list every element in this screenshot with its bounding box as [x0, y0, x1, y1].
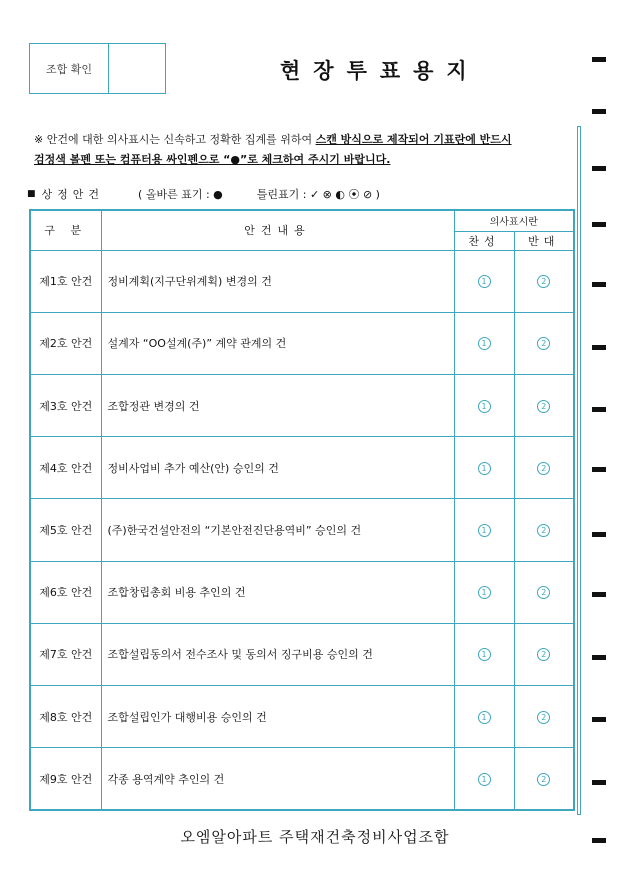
agenda-number: 제4호 안건 — [30, 437, 101, 499]
vote-no-circle-icon[interactable]: 2 — [537, 773, 550, 786]
table-row — [30, 623, 574, 685]
table-row — [30, 312, 574, 374]
timing-mark — [592, 467, 606, 472]
section-title: 상정안건 — [41, 188, 105, 201]
agenda-content: 각종 용역계약 추인의 건 — [101, 748, 454, 810]
table-row — [30, 375, 574, 437]
vote-no-circle-icon[interactable]: 2 — [537, 648, 550, 661]
vote-no-circle-icon[interactable]: 2 — [537, 337, 550, 350]
vote-yes-cell[interactable] — [454, 499, 514, 561]
marking-legend — [27, 186, 380, 202]
ballot-table — [29, 209, 575, 811]
timing-mark — [592, 655, 606, 660]
vote-yes-cell[interactable] — [454, 437, 514, 499]
vote-yes-circle-icon[interactable]: 1 — [478, 400, 491, 413]
timing-mark — [592, 345, 606, 350]
agenda-number: 제2호 안건 — [30, 312, 101, 374]
wrong-mark-label: 틀린표기 : ✓ ⊗ ◐ ⦿ ⊘ ) — [256, 188, 380, 201]
vote-yes-cell[interactable] — [454, 686, 514, 748]
vote-no-cell[interactable] — [514, 561, 574, 623]
union-confirm-label: 조합 확인 — [30, 44, 109, 93]
agenda-number: 제1호 안건 — [30, 250, 101, 312]
table-row — [30, 499, 574, 561]
union-confirm-box — [29, 43, 166, 94]
timing-mark — [592, 282, 606, 287]
table-row — [30, 250, 574, 312]
vote-no-circle-icon[interactable]: 2 — [537, 586, 550, 599]
timing-mark — [592, 407, 606, 412]
notice-line2: 검정색 볼펜 또는 컴퓨터용 싸인펜으로 “●”로 체크하여 주시기 바랍니다. — [34, 153, 391, 166]
agenda-number: 제9호 안건 — [30, 748, 101, 810]
agenda-content: 조합설립인가 대행비용 승인의 건 — [101, 686, 454, 748]
header-division: 구 분 — [30, 210, 101, 250]
vote-yes-cell[interactable] — [454, 375, 514, 437]
vote-yes-circle-icon[interactable]: 1 — [478, 337, 491, 350]
agenda-content: (주)한국건설안전의 “기본안전진단용역비” 승인의 건 — [101, 499, 454, 561]
vote-no-circle-icon[interactable]: 2 — [537, 462, 550, 475]
vote-yes-cell[interactable] — [454, 250, 514, 312]
table-row — [30, 748, 574, 810]
header-content: 안건내용 — [101, 210, 454, 250]
timing-mark — [592, 166, 606, 171]
vote-no-circle-icon[interactable]: 2 — [537, 524, 550, 537]
vote-no-cell[interactable] — [514, 686, 574, 748]
vote-no-cell[interactable] — [514, 748, 574, 810]
agenda-number: 제6호 안건 — [30, 561, 101, 623]
table-row — [30, 561, 574, 623]
vote-yes-cell[interactable] — [454, 312, 514, 374]
union-confirm-stamp-area — [109, 44, 165, 93]
timing-mark — [592, 532, 606, 537]
header-yes: 찬성 — [454, 231, 514, 250]
vote-no-cell[interactable] — [514, 375, 574, 437]
table-row — [30, 437, 574, 499]
agenda-content: 정비계획(지구단위계획) 변경의 건 — [101, 250, 454, 312]
vote-yes-circle-icon[interactable]: 1 — [478, 586, 491, 599]
notice-text — [34, 130, 564, 170]
vote-yes-circle-icon[interactable]: 1 — [478, 462, 491, 475]
agenda-content: 정비사업비 추가 예산(안) 승인의 건 — [101, 437, 454, 499]
timing-mark — [592, 780, 606, 785]
agenda-content: 설계자 “OO설계(주)” 계약 관계의 건 — [101, 312, 454, 374]
vote-yes-circle-icon[interactable]: 1 — [478, 524, 491, 537]
vote-yes-cell[interactable] — [454, 561, 514, 623]
agenda-content: 조합설립동의서 전수조사 및 동의서 징구비용 승인의 건 — [101, 623, 454, 685]
timing-mark — [592, 717, 606, 722]
agenda-number: 제5호 안건 — [30, 499, 101, 561]
correct-mark-label: ( 올바른 표기 : ● — [138, 188, 223, 201]
organization-name: 오엠알아파트 주택재건축정비사업조합 — [180, 828, 450, 846]
notice-prefix: ※ 안건에 대한 의사표시는 신속하고 정확한 집계를 위하여 — [34, 133, 316, 146]
vote-no-circle-icon[interactable]: 2 — [537, 400, 550, 413]
vote-no-cell[interactable] — [514, 499, 574, 561]
vote-yes-cell[interactable] — [454, 748, 514, 810]
agenda-number: 제7호 안건 — [30, 623, 101, 685]
vote-yes-circle-icon[interactable]: 1 — [478, 275, 491, 288]
timing-mark — [592, 222, 606, 227]
vote-yes-circle-icon[interactable]: 1 — [478, 648, 491, 661]
notice-emphasis: 스캔 방식으로 제작되어 기표란에 반드시 — [315, 133, 512, 146]
timing-mark — [592, 57, 606, 62]
vote-yes-circle-icon[interactable]: 1 — [478, 711, 491, 724]
square-bullet-icon: ■ — [27, 189, 36, 199]
agenda-content: 조합창립총회 비용 추인의 건 — [101, 561, 454, 623]
header-vote-group: 의사표시란 — [454, 210, 574, 231]
table-row — [30, 686, 574, 748]
agenda-number: 제8호 안건 — [30, 686, 101, 748]
vote-no-cell[interactable] — [514, 312, 574, 374]
vote-no-circle-icon[interactable]: 2 — [537, 275, 550, 288]
timing-mark — [592, 592, 606, 597]
vote-yes-cell[interactable] — [454, 623, 514, 685]
agenda-content: 조합정관 변경의 건 — [101, 375, 454, 437]
vote-yes-circle-icon[interactable]: 1 — [478, 773, 491, 786]
header-no: 반대 — [514, 231, 574, 250]
vote-no-cell[interactable] — [514, 250, 574, 312]
page-title: 현장투표용지 — [280, 58, 480, 83]
timing-mark — [592, 109, 606, 114]
vote-no-cell[interactable] — [514, 623, 574, 685]
vote-no-cell[interactable] — [514, 437, 574, 499]
scan-timing-marks — [592, 0, 607, 891]
agenda-number: 제3호 안건 — [30, 375, 101, 437]
vote-no-circle-icon[interactable]: 2 — [537, 711, 550, 724]
side-scan-bar — [577, 126, 581, 815]
